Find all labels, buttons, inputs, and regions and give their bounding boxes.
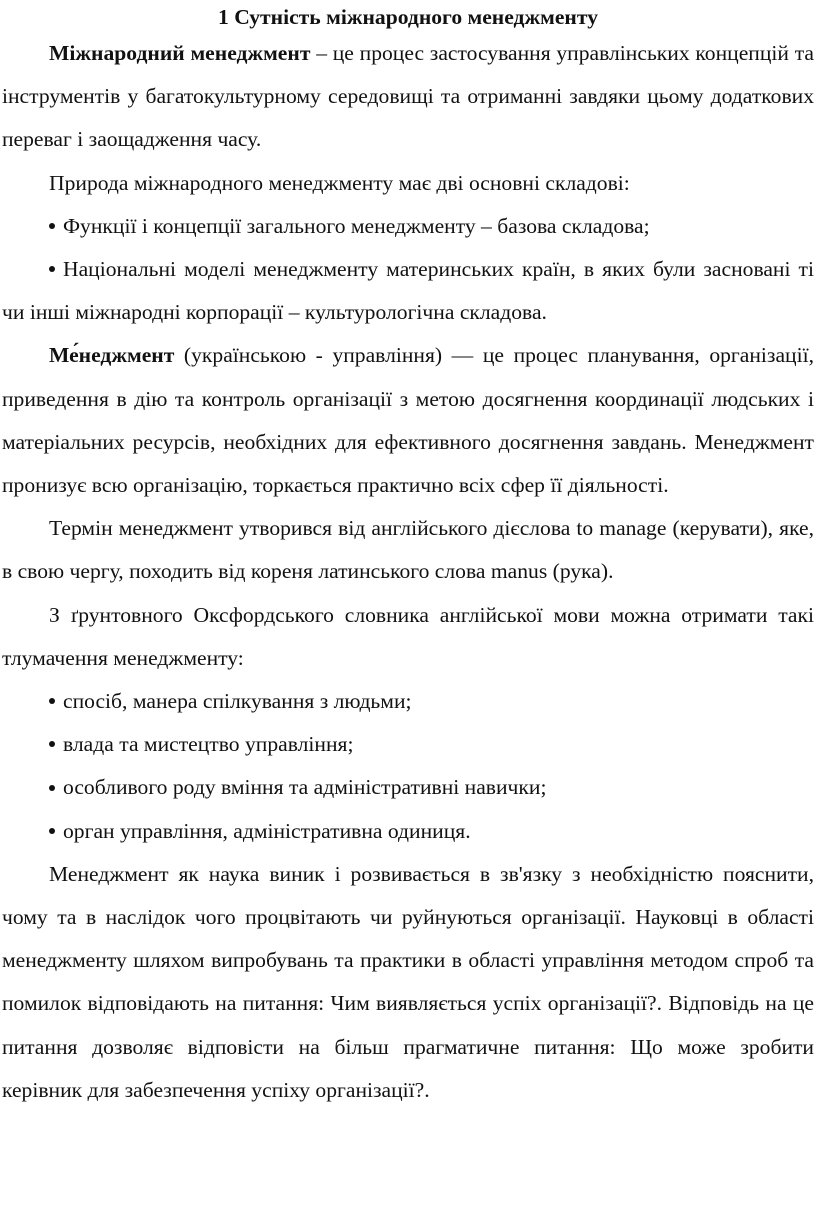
- list-item: [2, 680, 814, 723]
- paragraph-term-origin: Термін менеджмент утворився від англійського дієслова to manage (керувати), яке, в свою чергу, походить від кореня латинського слова manus (рука).: [2, 516, 814, 584]
- paragraph-text: (українською - управління) — це процес планування, організації, приведення в дію та контроль організації з метою досягнення координації людських і матеріальних ресурсів, необхідних для ефективного досягнення завдань. Менеджмент пронизує всю організацію, торкається практично всіх сфер її діяльності.: [2, 343, 814, 498]
- list-item: [2, 766, 814, 809]
- paragraph-text: – це процес застосування управлінських концепцій та інструментів у багатокультурному середовищі та отриманні завдяки цьому додаткових переваг і заощадження часу.: [2, 41, 814, 152]
- paragraph-management-definition: [2, 334, 814, 507]
- paragraph-nature: Природа міжнародного менеджменту має дві основні складові:: [49, 170, 630, 195]
- list-item-text: орган управління, адміністративна одиниця.: [63, 818, 471, 843]
- paragraph-science: Менеджмент як наука виник і розвивається в зв'язку з необхідністю пояснити, чому та в наслідок чого процвітають чи руйнуються організації. Науковці в області менеджменту шляхом випробувань та практики в області управління методом спроб та помилок відповідають на питання: Чим виявляється успіх організації?. Відповідь на це питання дозволяє відповісти на більш прагматичне питання: Що може зробити керівник для забезпечення успіху організації?.: [2, 861, 814, 1102]
- list-item-text: спосіб, манера спілкування з людьми;: [63, 689, 412, 714]
- paragraph-intl-management: [2, 32, 814, 162]
- bullet-icon: [49, 680, 63, 723]
- bullet-icon: [49, 766, 63, 809]
- list-item-text: влада та мистецтво управління;: [63, 732, 354, 757]
- bullet-icon: [49, 810, 63, 853]
- term-management: Ме́неджмент: [49, 343, 175, 368]
- section-title: 1 Сутність міжнародного менеджменту: [218, 5, 598, 29]
- term-intl-management: Міжнародний менеджмент: [49, 41, 311, 65]
- list-item-text: Функції і концепції загального менеджменту – базова складова;: [63, 213, 650, 238]
- list-item: [2, 723, 814, 766]
- list-item-text: особливого роду вміння та адміністративні навички;: [63, 775, 547, 800]
- paragraph-oxford: З ґрунтовного Оксфордського словника англійської мови можна отримати такі тлумачення менеджменту:: [2, 602, 814, 670]
- bullet-icon: [49, 723, 63, 766]
- list-item: [2, 248, 814, 334]
- bullet-icon: [49, 248, 63, 291]
- list-item: [2, 205, 814, 248]
- bullet-icon: [49, 205, 63, 248]
- list-item: [2, 810, 814, 853]
- list-item-text: Національні моделі менеджменту материнських країн, в яких були засновані ті чи інші міжнародні корпорації – культурологічна складова.: [2, 257, 814, 325]
